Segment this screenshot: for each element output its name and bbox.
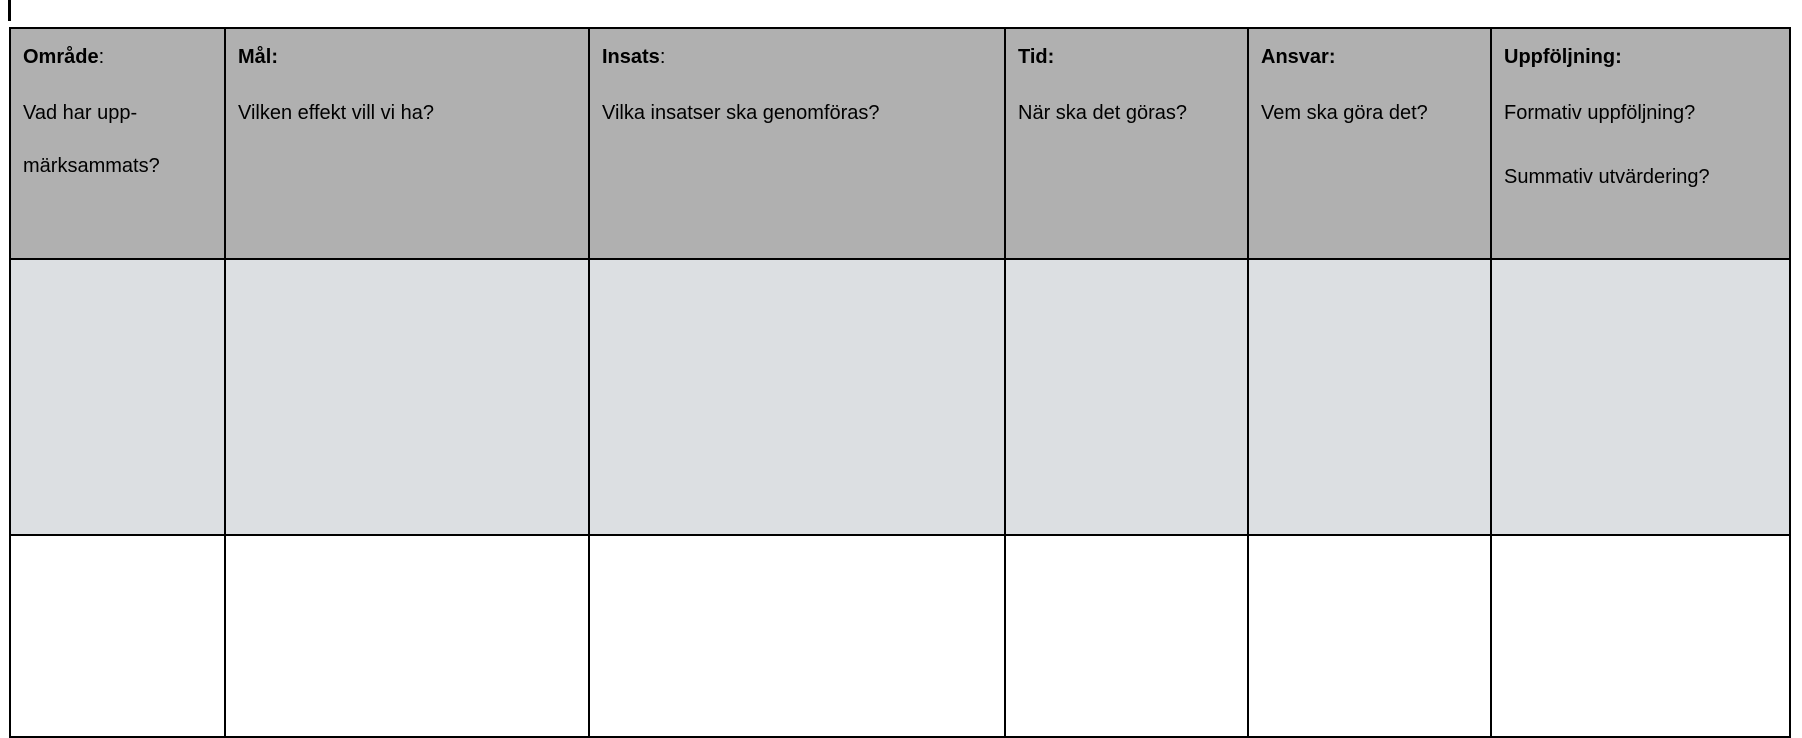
table-row [10,535,1790,737]
header-cell-mal[interactable] [225,28,589,259]
column-title: Tid: [1018,46,1055,68]
table-cell[interactable] [225,259,589,535]
column-question: Vilken effekt vill vi ha? [238,102,435,124]
table-cell[interactable] [10,535,225,737]
header-row [10,28,1790,259]
table-cell[interactable] [589,535,1005,737]
column-title: Insats [602,46,660,68]
column-question: Summativ utvärdering? [1504,166,1710,188]
column-title: Uppföljning: [1504,46,1622,68]
table-cell[interactable] [1491,259,1790,535]
text-cursor [8,0,11,21]
table-cell[interactable] [225,535,589,737]
column-title-colon: : [659,46,666,68]
header-cell-uppfoljning[interactable] [1491,28,1790,259]
table-cell[interactable] [10,259,225,535]
header-cell-ansvar[interactable] [1248,28,1491,259]
table-cell[interactable] [589,259,1005,535]
header-cell-omrade[interactable] [10,28,225,259]
header-cell-tid[interactable] [1005,28,1248,259]
table-cell[interactable] [1005,535,1248,737]
column-question: Vilka insatser ska genomföras? [602,102,880,124]
action-plan-table [9,27,1791,738]
column-title-colon: : [98,46,105,68]
column-question: Formativ uppföljning? [1504,102,1696,124]
column-title: Ansvar: [1261,46,1336,68]
column-title: Mål: [238,46,278,68]
column-title: Område [23,46,99,68]
column-question: Vem ska göra det? [1261,102,1428,124]
header-cell-insats[interactable] [589,28,1005,259]
table-row [10,259,1790,535]
column-question: När ska det göras? [1018,102,1187,124]
column-question: Vad har upp- [23,102,138,124]
table-cell[interactable] [1491,535,1790,737]
column-question: märksammats? [23,155,160,177]
table-cell[interactable] [1248,259,1491,535]
table-cell[interactable] [1248,535,1491,737]
table-cell[interactable] [1005,259,1248,535]
